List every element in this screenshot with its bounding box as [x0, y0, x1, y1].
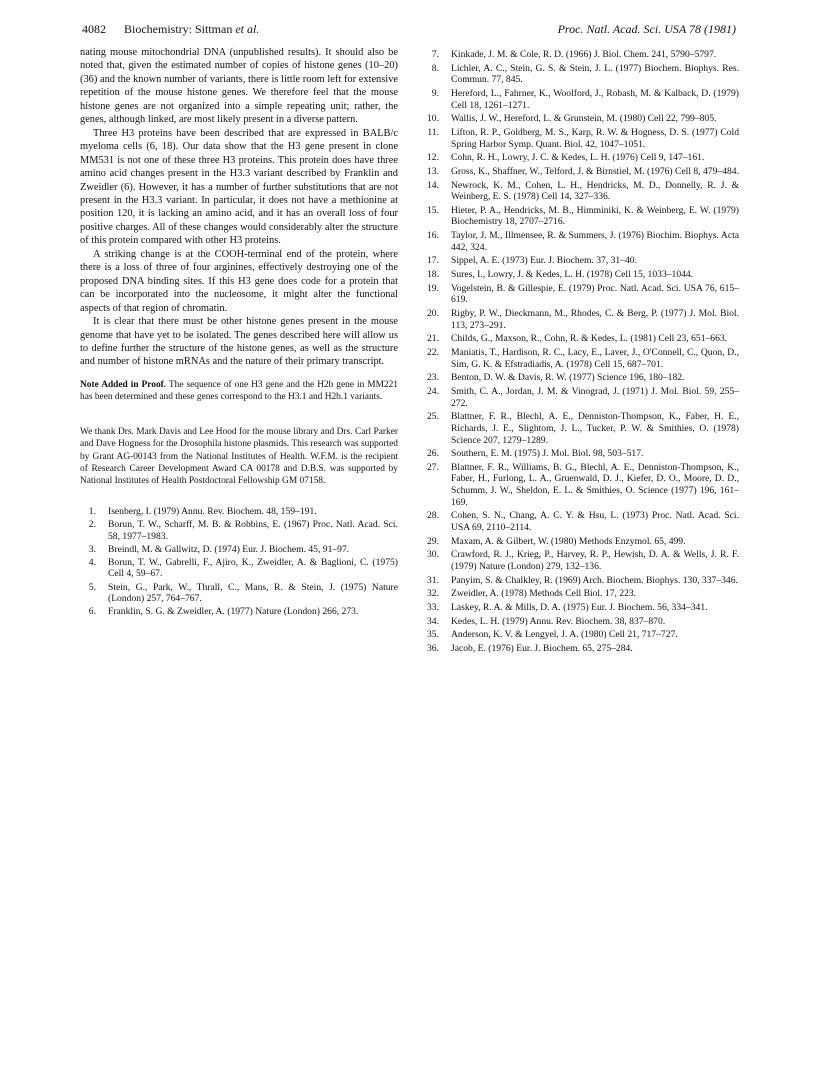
reference-number: 4.	[88, 556, 96, 568]
note-added-in-proof	[80, 379, 398, 404]
reference-number: 28.	[427, 510, 439, 522]
reference-item	[80, 582, 398, 605]
reference-item	[423, 152, 739, 164]
reference-item	[423, 536, 739, 548]
reference-number: 25.	[427, 411, 439, 423]
reference-text: Hieter, P. A., Hendricks, M. B., Himminiki, K. & Weinberg, E. W. (1979) Biochemistry 18, 2707–2716.	[451, 204, 739, 228]
reference-text: Cohn, R. H., Lowry, J. C. & Kedes, L. H. (1976) Cell 9, 147–161.	[451, 152, 705, 164]
reference-item	[423, 269, 739, 281]
running-title	[124, 22, 259, 37]
reference-number: 24.	[427, 386, 439, 398]
reference-text: Zweidler, A. (1978) Methods Cell Biol. 17, 223.	[451, 588, 637, 600]
reference-text: Laskey, R. A. & Mills, D. A. (1975) Eur. J. Biochem. 56, 334–341.	[451, 601, 708, 613]
reference-text: Hereford, L., Fahrner, K., Woolford, J., Robash, M. & Kalback, D. (1979) Cell 18, 1261–1271.	[451, 87, 739, 111]
reference-text: Breindl, M. & Gallwitz, D. (1974) Eur. J. Biochem. 45, 91–97.	[108, 543, 350, 555]
reference-number: 20.	[427, 308, 439, 320]
reference-text: Maxam, A. & Gilbert, W. (1980) Methods Enzymol. 65, 499.	[451, 535, 686, 547]
reference-text: Benton, D. W. & Davis, R. W. (1977) Science 196, 180–182.	[451, 372, 685, 384]
reference-text: Anderson, K. V. & Lengyel, J. A. (1980) Cell 21, 717–727.	[451, 629, 678, 641]
reference-item	[423, 549, 739, 572]
reference-number: 19.	[427, 282, 439, 294]
reference-number: 34.	[427, 615, 439, 627]
reference-number: 7.	[431, 49, 439, 60]
reference-text: Southern, E. M. (1975) J. Mol. Biol. 98, 503–517.	[451, 448, 644, 460]
right-column	[423, 49, 739, 657]
reference-item	[423, 230, 739, 253]
reference-text: Blattner, F. R., Blechl, A. E., Denniston-Thompson, K., Faber, H. E., Richards, J. E., Slightom, J. L., Tucker, P. W. & Smithies, O. (1978) Science 207, 1279–1289.	[451, 411, 739, 446]
reference-number: 31.	[427, 574, 439, 586]
reference-number: 5.	[88, 581, 96, 593]
body-paragraph: A striking change is at the COOH-terminal end of the protein, where there is a loss of three of four arginines, effectively destroying one of the proposed DNA binding sites. If this H3 gene does code for a protein that can be incorporated into the nucleosome, it might alter the functional aspects of that region of chromatin.	[80, 248, 398, 314]
reference-text: Stein, G., Park, W., Thrall, C., Mans, R. & Stein, J. (1975) Nature (London) 257, 764–767.	[108, 581, 398, 605]
reference-text: Rigby, P. W., Dieckmann, M., Rhodes, C. & Berg, P. (1977) J. Mol. Biol. 113, 273–291.	[451, 308, 739, 331]
reference-item	[423, 462, 739, 508]
reference-text: Vogelstein, B. & Gillespie, E. (1979) Proc. Natl. Acad. Sci. USA 76, 615–619.	[451, 282, 739, 306]
reference-item	[80, 544, 398, 556]
reference-text: Sippel, A. E. (1973) Eur. J. Biochem. 37, 31–40.	[451, 255, 637, 267]
reference-item	[423, 283, 739, 306]
reference-number: 22.	[427, 347, 439, 359]
reference-item	[423, 333, 739, 345]
reference-number: 9.	[431, 87, 439, 99]
reference-text: Smith, C. A., Jordan, J. M. & Vinograd, J. (1971) J. Mol. Biol. 59, 255–272.	[451, 386, 739, 409]
reference-item	[423, 510, 739, 533]
note-label: Note Added in Proof.	[80, 379, 167, 390]
reference-text: Borun, T. W., Scharff, M. B. & Robbins, E. (1967) Proc. Natl. Acad. Sci. 58, 1977–1983.	[108, 518, 398, 542]
reference-text: Crawford, R. J., Krieg, P., Harvey, R. P., Hewish, D. A. & Wells, J. R. F. (1979) Nature (London) 279, 132–136.	[451, 549, 739, 572]
reference-list-left	[80, 506, 398, 618]
reference-item	[423, 616, 739, 628]
reference-number: 21.	[427, 333, 439, 345]
reference-number: 17.	[427, 255, 439, 267]
reference-item	[423, 166, 739, 178]
reference-number: 18.	[427, 269, 439, 281]
reference-item	[423, 347, 739, 370]
reference-text: Blattner, F. R., Williams, B. G., Blechl, A. E., Denniston-Thompson, K., Faber, H., Furlong, L. A., Gruenwald, D. J., Kiefer, D. O., Moore, D. D., Schumm, J. W., Sheldon, E. L. & Smithies, O. Science (1977) 196, 161–169.	[451, 461, 739, 508]
reference-text: Childs, G., Maxson, R., Cohn, R. & Kedes, L. (1981) Cell 23, 651–663.	[451, 333, 728, 345]
reference-number: 13.	[427, 165, 439, 177]
reference-number: 10.	[427, 113, 439, 125]
reference-text: Taylor, J. M., Illmensee, R. & Summers, J. (1976) Biochim. Biophys. Acta 442, 324.	[451, 230, 739, 253]
reference-item	[423, 575, 739, 587]
reference-number: 29.	[427, 535, 439, 547]
reference-item	[423, 448, 739, 460]
reference-number: 15.	[427, 204, 439, 216]
reference-text: Newrock, K. M., Cohen, L. H., Hendricks, M. D., Donnelly, R. J. & Weinberg, E. S. (1978) Cell 14, 327–336.	[451, 179, 739, 203]
page-header	[82, 22, 736, 40]
reference-number: 1.	[88, 505, 96, 517]
reference-number: 30.	[427, 549, 439, 561]
reference-text: Borun, T. W., Gabrelli, F., Ajiro, K., Zweidler, A. & Baglioni, C. (1975) Cell 4, 59–67.	[108, 556, 398, 580]
reference-item	[80, 606, 398, 618]
reference-item	[423, 602, 739, 614]
reference-text: Jacob, E. (1976) Eur. J. Biochem. 65, 275–284.	[451, 643, 633, 655]
running-title-text: Biochemistry: Sittman	[124, 22, 233, 36]
reference-number: 35.	[427, 629, 439, 641]
reference-item	[423, 588, 739, 600]
body-paragraph: It is clear that there must be other histone genes present in the mouse genome that have yet to be isolated. The genes described here will allow us to define further the structure of the histone genes, as well as the structure and number of histone mRNAs and the nature of their primary transcript.	[80, 316, 398, 368]
journal-reference: Proc. Natl. Acad. Sci. USA 78 (1981)	[557, 22, 736, 36]
reference-number: 33.	[427, 601, 439, 613]
reference-number: 16.	[427, 230, 439, 242]
reference-number: 12.	[427, 152, 439, 164]
reference-text: Sures, I., Lowry, J. & Kedes, L. H. (1978) Cell 15, 1033–1044.	[451, 269, 694, 281]
reference-item	[423, 113, 739, 125]
reference-number: 11.	[427, 126, 439, 138]
note-text: The sequence of one H3 gene and the H2b gene in MM221 has been determined and these genes correspond to the H3.1 and H2b.1 variants.	[80, 379, 398, 403]
reference-number: 14.	[427, 179, 439, 191]
reference-text: Wallis, J. W., Hereford, L. & Grunstein, M. (1980) Cell 22, 799–805.	[451, 113, 717, 125]
reference-item	[423, 372, 739, 384]
reference-number: 3.	[88, 543, 96, 555]
reference-item	[423, 308, 739, 331]
page-number: 4082	[82, 22, 106, 36]
left-column	[80, 46, 398, 620]
reference-item	[423, 205, 739, 228]
reference-text: Isenberg, I. (1979) Annu. Rev. Biochem. 48, 159–191.	[108, 505, 317, 517]
reference-item	[423, 255, 739, 267]
reference-item	[423, 49, 739, 61]
reference-text: Cohen, S. N., Chang, A. C. Y. & Hsu, L. (1973) Proc. Natl. Acad. Sci. USA 69, 2110–2114.	[451, 510, 739, 533]
body-paragraph: Three H3 proteins have been described that are expressed in BALB/c myeloma cells (6, 18). Our data show that the H3 gene present in clone MM531 is not one of these three H3 proteins. This protein does have three amino acid changes present in the H3.3 variant described by Franklin and Zweidler (6). However, it has a number of further substitutions that are not present in the H3.3 variant. In particular, it does not have a methionine at position 120, it is lacking an amino acid, and it has an overall loss of four positive charges. All of these changes would considerably alter the structure of this protein compared with other H3 proteins.	[80, 127, 398, 247]
reference-number: 23.	[427, 372, 439, 384]
reference-text: Lifton, R. P., Goldberg, M. S., Karp, R. W. & Hogness, D. S. (1977) Cold Spring Harbor Symp. Quant. Biol. 42, 1047–1051.	[451, 126, 739, 150]
reference-item	[423, 63, 739, 86]
body-paragraph: nating mouse mitochondrial DNA (unpublished results). It should also be noted that, given the estimated number of copies of histone genes (10–20) (36) and the known number of variants, there is little room left for extensive repetition of the mouse histone genes. We therefore feel that the mouse histone genes are not organized into a simple repeating unit; rather, the genes, although linked, are most likely present in a diverse pattern.	[80, 47, 398, 126]
reference-item	[423, 180, 739, 203]
acknowledgment: We thank Drs. Mark Davis and Lee Hood for the mouse library and Drs. Carl Parker and Dave Hogness for the Drosophila histone plasmids. This research was supported by Grant AG-00143 from the National Institutes of Health. W.F.M. is the recipient of Research Career Development Award CA 00178 and D.B.S. was supported by National Institutes of Health Postdoctoral Fellowship GM 07158.	[80, 426, 398, 487]
reference-item	[80, 557, 398, 580]
reference-text: Franklin, S. G. & Zweidler, A. (1977) Nature (London) 266, 273.	[108, 606, 359, 618]
reference-item	[80, 519, 398, 542]
reference-number: 2.	[88, 518, 96, 530]
reference-number: 27.	[427, 461, 439, 473]
reference-item	[423, 643, 739, 655]
reference-item	[423, 629, 739, 641]
reference-number: 8.	[431, 62, 439, 74]
reference-text: Panyim, S. & Chalkley, R. (1969) Arch. Biochem. Biophys. 130, 337–346.	[451, 574, 738, 586]
reference-item	[423, 386, 739, 409]
reference-number: 26.	[427, 448, 439, 460]
reference-item	[423, 127, 739, 150]
reference-number: 36.	[427, 643, 439, 655]
reference-text: Maniatis, T., Hardison, R. C., Lacy, E., Laver, J., O'Connell, C., Quon, D., Sim, G. K. & Efstradiadis, A. (1978) Cell 15, 687–701.	[451, 347, 739, 370]
reference-text: Lichler, A. C., Stein, G. S. & Stein, J. L. (1977) Biochem. Biophys. Res. Commun. 77, 845.	[451, 62, 739, 86]
reference-text: Gross, K., Shaffner, W., Telford, J. & Birnstiel, M. (1976) Cell 8, 479–484.	[451, 165, 739, 177]
reference-list-right	[423, 49, 739, 655]
reference-item	[80, 506, 398, 518]
reference-number: 6.	[88, 606, 96, 618]
reference-item	[423, 411, 739, 446]
reference-text: Kedes, L. H. (1979) Annu. Rev. Biochem. 38, 837–870.	[451, 615, 666, 627]
reference-number: 32.	[427, 588, 439, 600]
reference-text: Kinkade, J. M. & Cole, R. D. (1966) J. Biol. Chem. 241, 5790–5797.	[451, 49, 717, 60]
reference-item	[423, 88, 739, 111]
running-title-etal: et al.	[235, 22, 260, 36]
